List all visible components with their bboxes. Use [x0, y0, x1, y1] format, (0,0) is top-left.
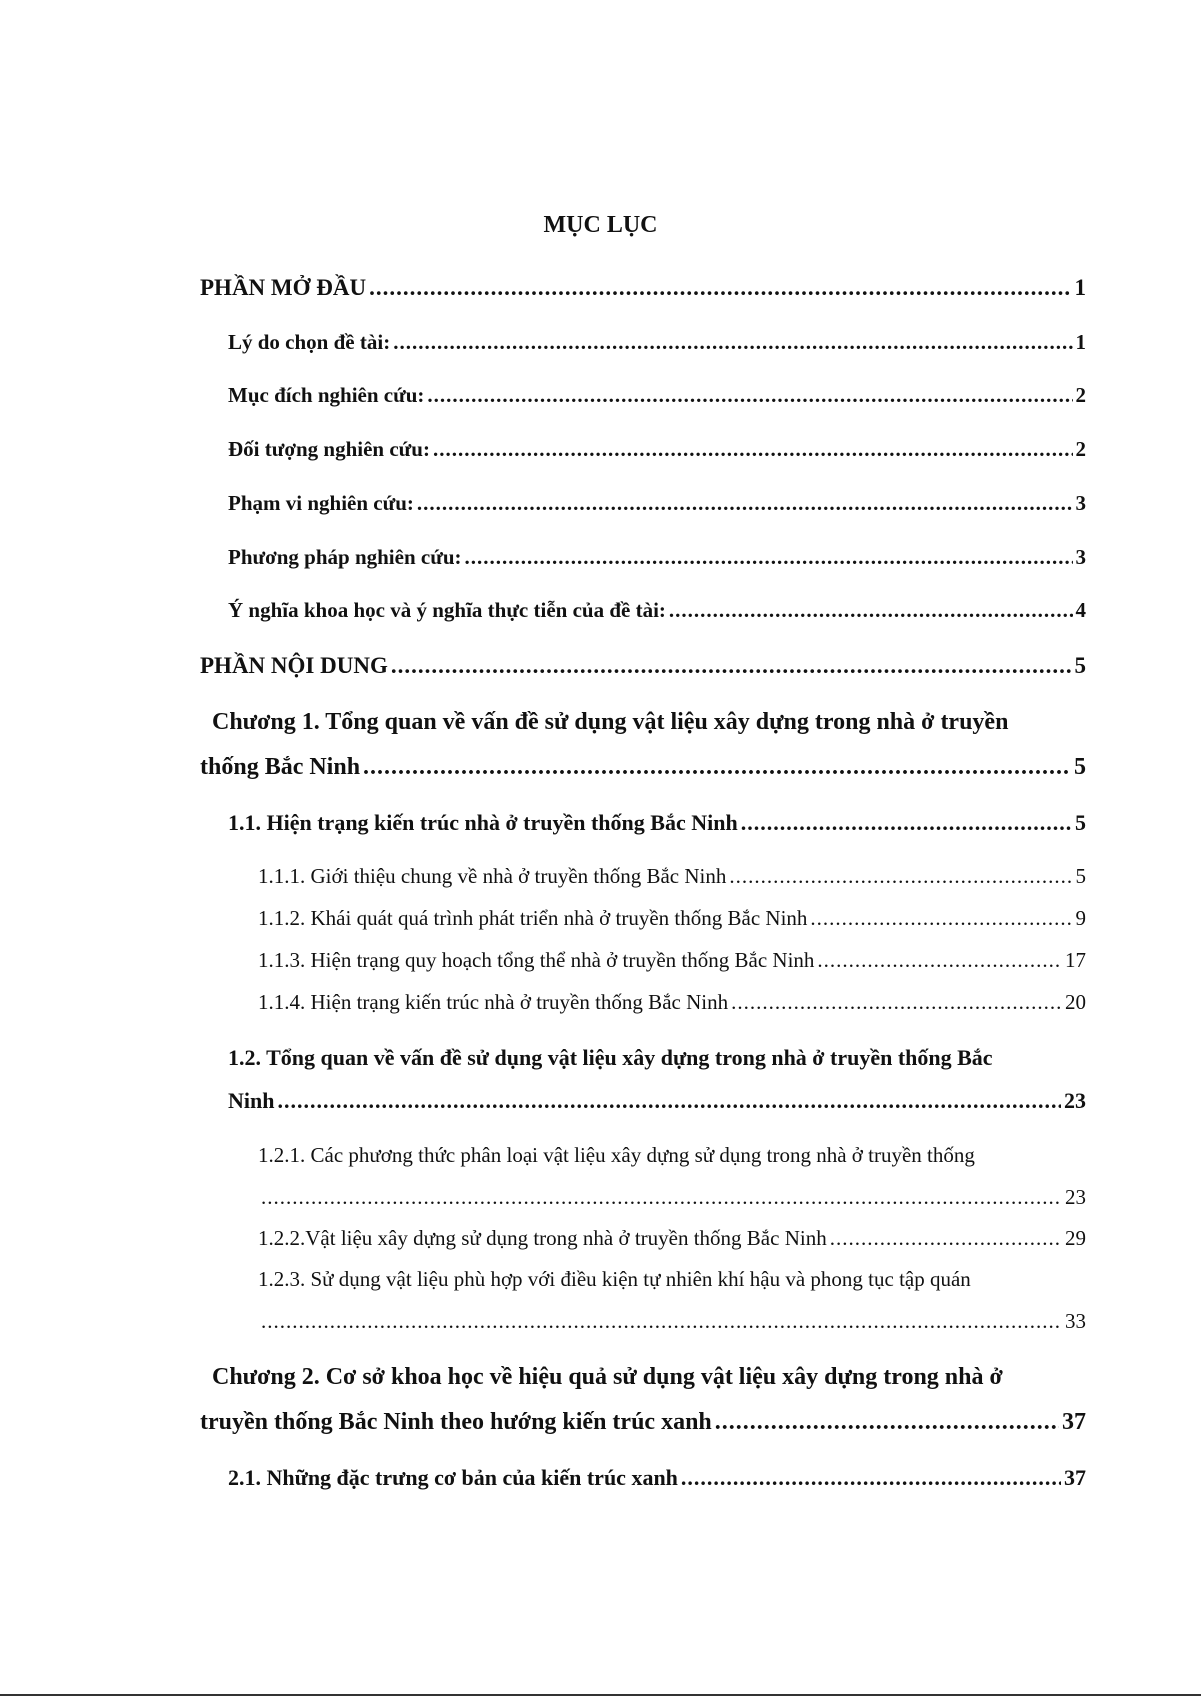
- toc-entry-1-1-4[interactable]: [258, 990, 1086, 1015]
- dot-leader: [261, 1309, 1062, 1334]
- toc-entry-page: 29: [1065, 1226, 1086, 1250]
- toc-entry-1-1-2[interactable]: [258, 906, 1086, 931]
- toc-entry-1-1-1[interactable]: [258, 864, 1086, 889]
- dot-leader: [465, 545, 1073, 570]
- dot-leader: [427, 383, 1072, 408]
- toc-entry-page: 3: [1075, 545, 1086, 569]
- toc-entry-text: PHẦN MỞ ĐẦU: [200, 275, 367, 300]
- dot-leader: [261, 1185, 1062, 1210]
- toc-entry-page: 2: [1075, 437, 1086, 461]
- toc-entry-text: Lý do chọn đề tài:: [228, 330, 391, 354]
- toc-entry-page: 23: [1065, 1185, 1086, 1209]
- toc-entry-chuong-1-line1[interactable]: Chương 1. Tổng quan về vấn đề sử dụng vật liệu xây dựng trong nhà ở truyền: [212, 709, 1009, 735]
- toc-entry-page: 17: [1065, 948, 1086, 972]
- toc-entry-1-2-1-line1[interactable]: 1.2.1. Các phương thức phân loại vật liệu xây dựng sử dụng trong nhà ở truyền thống: [258, 1143, 975, 1167]
- toc-entry-text: Đối tượng nghiên cứu:: [228, 437, 430, 461]
- toc-entry-1-2-line1[interactable]: 1.2. Tổng quan về vấn đề sử dụng vật liệu xây dựng trong nhà ở truyền thống Bắc: [228, 1045, 993, 1070]
- toc-entry-chuong-2[interactable]: [200, 1409, 1086, 1436]
- toc-entry-text: Phạm vi nghiên cứu:: [228, 491, 414, 515]
- toc-entry-page: 20: [1065, 990, 1086, 1014]
- dot-leader: [830, 1226, 1062, 1251]
- toc-entry-doi-tuong[interactable]: [228, 437, 1086, 462]
- toc-entry-text: Ninh: [228, 1088, 275, 1113]
- toc-entry-muc-dich[interactable]: [228, 383, 1086, 408]
- toc-entry-text: 1.1.2. Khái quát quá trình phát triển nhà ở truyền thống Bắc Ninh: [258, 906, 808, 930]
- toc-entry-phan-noi-dung[interactable]: [200, 653, 1086, 679]
- dot-leader: [363, 754, 1071, 781]
- toc-entry-page: 1: [1075, 330, 1086, 354]
- toc-entry-text: truyền thống Bắc Ninh theo hướng kiến trúc xanh: [200, 1409, 712, 1435]
- toc-entry-page: 2: [1075, 383, 1086, 407]
- toc-entry-ly-do[interactable]: [228, 330, 1086, 355]
- toc-entry-page: 37: [1062, 1409, 1086, 1435]
- toc-entry-text: Mục đích nghiên cứu:: [228, 383, 425, 407]
- toc-entry-page: 5: [1074, 754, 1086, 780]
- toc-entry-page: 5: [1075, 810, 1086, 835]
- toc-entry-1-2-2[interactable]: [258, 1226, 1086, 1251]
- toc-entry-text: Phương pháp nghiên cứu:: [228, 545, 462, 569]
- toc-entry-2-1[interactable]: [228, 1465, 1086, 1491]
- dot-leader: [741, 810, 1072, 836]
- toc-entry-page: 33: [1065, 1309, 1086, 1333]
- dot-leader: [729, 864, 1072, 889]
- toc-entry-phuong-phap[interactable]: [228, 545, 1086, 570]
- toc-entry-1-1-3[interactable]: [258, 948, 1086, 973]
- toc-entry-1-1[interactable]: [228, 810, 1086, 836]
- toc-entry-text: 1.1.4. Hiện trạng kiến trúc nhà ở truyền thống Bắc Ninh: [258, 990, 729, 1014]
- dot-leader: [681, 1465, 1061, 1491]
- toc-entry-page: 37: [1064, 1465, 1086, 1490]
- toc-entry-text: thống Bắc Ninh: [200, 754, 361, 780]
- dot-leader: [277, 1088, 1061, 1114]
- toc-entry-1-2[interactable]: [228, 1088, 1086, 1114]
- dot-leader: [817, 948, 1062, 973]
- dot-leader: [391, 653, 1072, 679]
- toc-entry-page: 1: [1074, 275, 1086, 300]
- toc-entry-pham-vi[interactable]: [228, 491, 1086, 516]
- dot-leader: [731, 990, 1062, 1015]
- toc-entry-text: PHẦN NỘI DUNG: [200, 653, 388, 678]
- toc-entry-page: 5: [1075, 864, 1086, 888]
- page-title: MỤC LỤC: [543, 212, 658, 238]
- toc-entry-chuong-1[interactable]: [200, 754, 1086, 781]
- toc-entry-text: 1.1.1. Giới thiệu chung về nhà ở truyền thống Bắc Ninh: [258, 864, 727, 888]
- dot-leader: [669, 598, 1073, 623]
- toc-entry-text: Ý nghĩa khoa học và ý nghĩa thực tiễn của đề tài:: [228, 598, 666, 622]
- toc-entry-1-2-3[interactable]: [258, 1309, 1086, 1334]
- toc-entry-page: 9: [1075, 906, 1086, 930]
- dot-leader: [369, 275, 1071, 301]
- toc-entry-page: 23: [1064, 1088, 1086, 1113]
- dot-leader: [810, 906, 1072, 931]
- toc-entry-text: 1.1. Hiện trạng kiến trúc nhà ở truyền thống Bắc Ninh: [228, 810, 738, 835]
- dot-leader: [417, 491, 1073, 516]
- toc-entry-page: 5: [1074, 653, 1086, 678]
- toc-entry-text: 1.1.3. Hiện trạng quy hoạch tổng thể nhà ở truyền thống Bắc Ninh: [258, 948, 815, 972]
- toc-entry-y-nghia[interactable]: [228, 598, 1086, 623]
- toc-entry-1-2-1[interactable]: [258, 1185, 1086, 1210]
- toc-entry-text: 2.1. Những đặc trưng cơ bản của kiến trúc xanh: [228, 1465, 678, 1490]
- page-edge-line: [0, 1694, 1201, 1696]
- toc-entry-page: 4: [1075, 598, 1086, 622]
- dot-leader: [715, 1409, 1059, 1436]
- toc-entry-chuong-2-line1[interactable]: Chương 2. Cơ sở khoa học về hiệu quả sử dụng vật liệu xây dựng trong nhà ở: [212, 1364, 1003, 1390]
- dot-leader: [393, 330, 1072, 355]
- toc-entry-page: 3: [1075, 491, 1086, 515]
- dot-leader: [433, 437, 1073, 462]
- toc-entry-phan-mo-dau[interactable]: [200, 275, 1086, 301]
- toc-entry-text: 1.2.2.Vật liệu xây dựng sử dụng trong nhà ở truyền thống Bắc Ninh: [258, 1226, 827, 1250]
- toc-entry-1-2-3-line1[interactable]: 1.2.3. Sử dụng vật liệu phù hợp với điều kiện tự nhiên khí hậu và phong tục tập quán: [258, 1267, 971, 1291]
